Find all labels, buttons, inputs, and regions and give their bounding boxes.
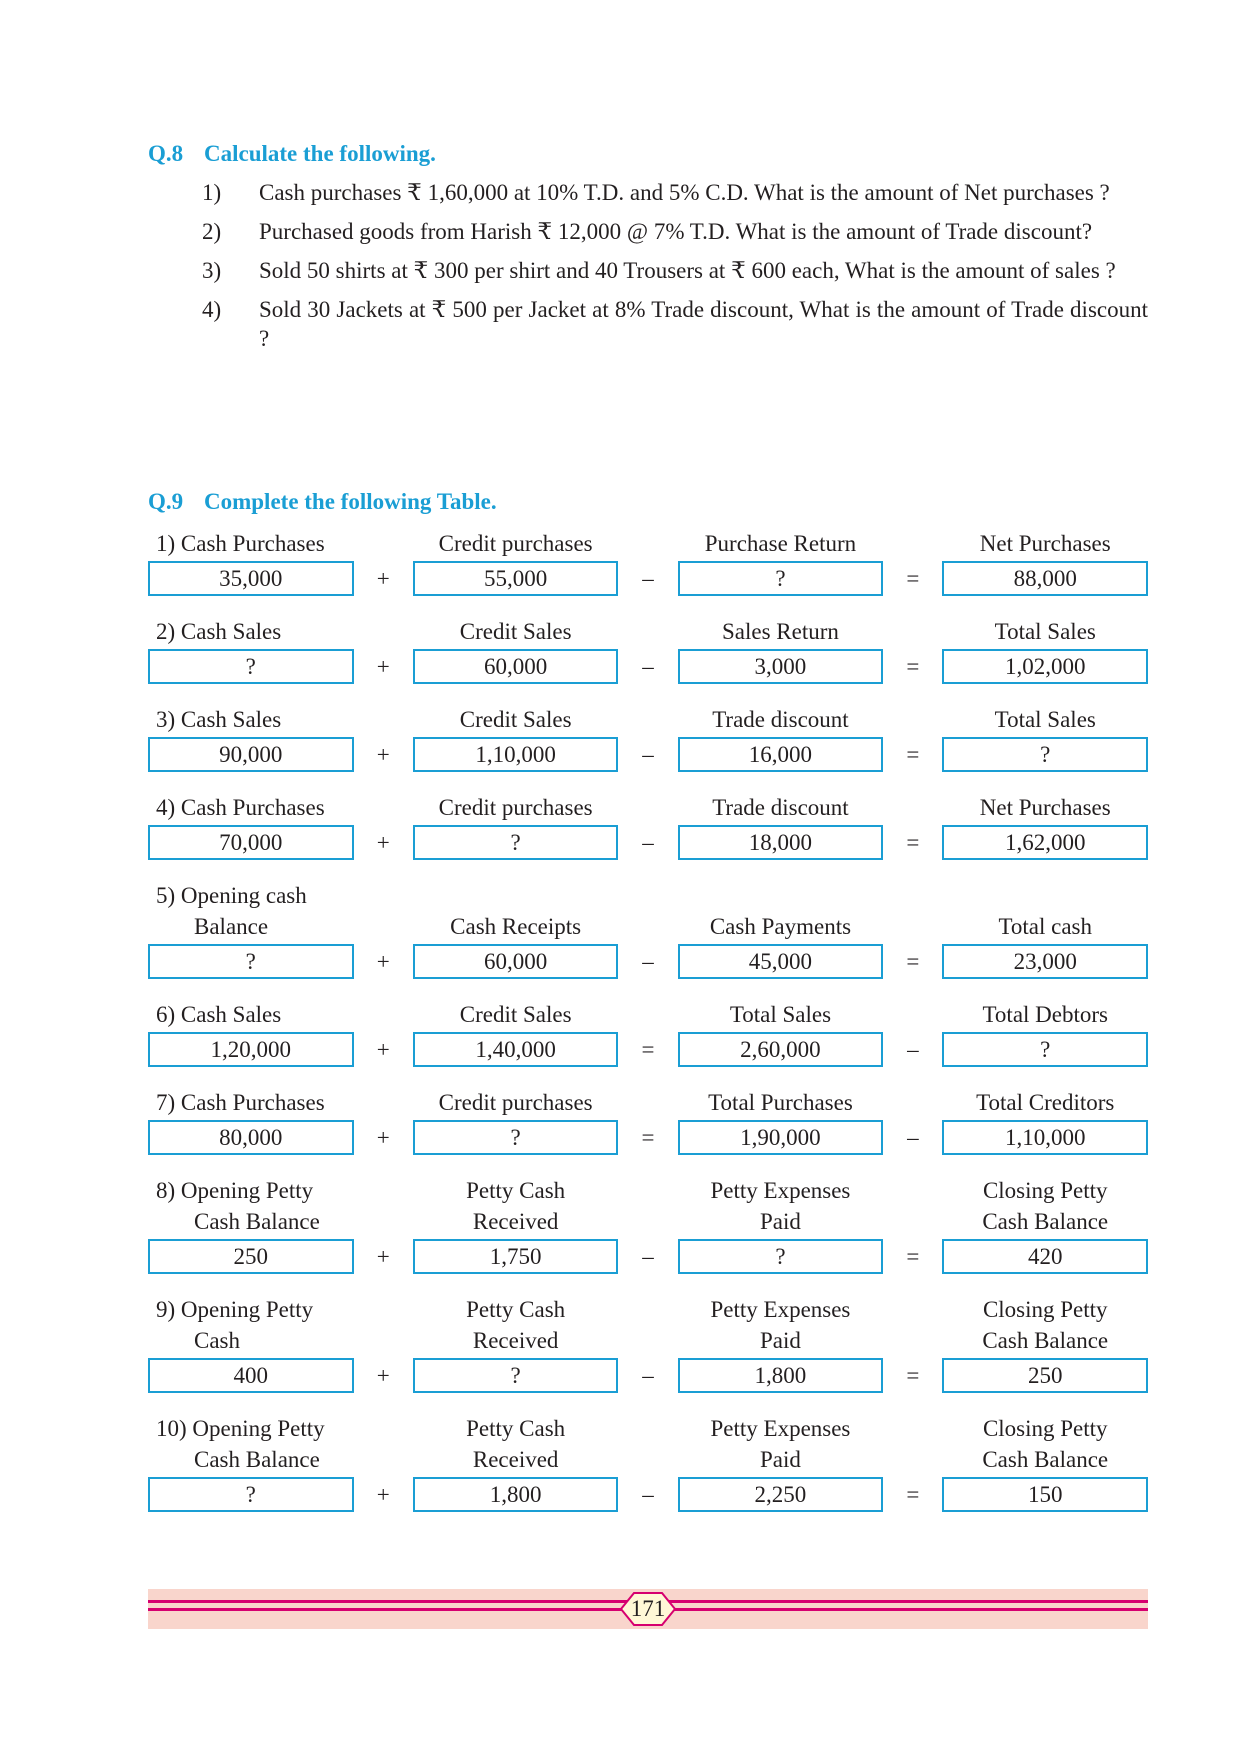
row-number: 2) bbox=[156, 619, 176, 644]
label-text: Cash Purchases bbox=[180, 795, 325, 820]
operator-sign: = bbox=[906, 1362, 920, 1388]
label-text-line2: Cash bbox=[194, 1328, 240, 1353]
label-text: Petty Cash bbox=[466, 1297, 566, 1322]
column-label bbox=[678, 999, 884, 1030]
label-text: Cash Sales bbox=[180, 619, 282, 644]
column-label bbox=[413, 999, 619, 1030]
table-row bbox=[148, 792, 1148, 860]
label-text-line2: Cash Balance bbox=[982, 1447, 1109, 1472]
column-label bbox=[148, 704, 354, 735]
operator-sign: – bbox=[907, 1124, 919, 1150]
value-box: 55,000 bbox=[413, 561, 619, 596]
value-box: 2,60,000 bbox=[678, 1032, 884, 1067]
column-label bbox=[942, 911, 1148, 942]
label-text: Net Purchases bbox=[979, 531, 1111, 556]
label-text: Total Sales bbox=[994, 619, 1096, 644]
column-label bbox=[148, 880, 354, 942]
label-text: Trade discount bbox=[712, 707, 849, 732]
label-text: Credit Sales bbox=[459, 1002, 572, 1027]
column-label bbox=[148, 1413, 354, 1475]
column-label bbox=[148, 999, 354, 1030]
row-number: 4) bbox=[156, 795, 176, 820]
operator-sign: = bbox=[906, 565, 920, 591]
column-label bbox=[678, 616, 884, 647]
value-box: 70,000 bbox=[148, 825, 354, 860]
value-box: ? bbox=[413, 1120, 619, 1155]
column-label bbox=[148, 1175, 354, 1237]
q8-item bbox=[148, 295, 1148, 353]
operator-sign: – bbox=[642, 1481, 654, 1507]
column-label bbox=[413, 792, 619, 823]
q8-number: Q.8 bbox=[148, 141, 184, 166]
label-text: Cash Sales bbox=[180, 707, 282, 732]
label-text-line2: Received bbox=[472, 1328, 559, 1353]
q8-item-text: Sold 50 shirts at ₹ 300 per shirt and 40 Trousers at ₹ 600 each, What is the amount of sales ? bbox=[259, 258, 1116, 283]
row-values bbox=[148, 649, 1148, 684]
operator-sign: – bbox=[642, 653, 654, 679]
column-label bbox=[413, 1175, 619, 1237]
row-number: 3) bbox=[156, 707, 176, 732]
label-text: Total Sales bbox=[994, 707, 1096, 732]
q8-item-text: Cash purchases ₹ 1,60,000 at 10% T.D. and 5% C.D. What is the amount of Net purchases ? bbox=[259, 180, 1110, 205]
label-text-line2: Received bbox=[472, 1447, 559, 1472]
column-label bbox=[942, 704, 1148, 735]
value-box: 1,750 bbox=[413, 1239, 619, 1274]
label-text-line2: Received bbox=[472, 1209, 559, 1234]
row-number: 7) bbox=[156, 1090, 176, 1115]
value-box: 1,62,000 bbox=[942, 825, 1148, 860]
column-label bbox=[413, 911, 619, 942]
label-text: Total Purchases bbox=[708, 1090, 853, 1115]
column-label bbox=[148, 616, 354, 647]
label-text: Net Purchases bbox=[979, 795, 1111, 820]
label-text: Cash Purchases bbox=[180, 531, 325, 556]
value-box: 2,250 bbox=[678, 1477, 884, 1512]
column-label bbox=[413, 1413, 619, 1475]
value-box: 150 bbox=[942, 1477, 1148, 1512]
label-text-line2: Balance bbox=[194, 914, 269, 939]
q9-number: Q.9 bbox=[148, 489, 184, 514]
row-values bbox=[148, 1032, 1148, 1067]
row-number: 9) bbox=[156, 1297, 176, 1322]
column-label bbox=[942, 1294, 1148, 1356]
value-box: 90,000 bbox=[148, 737, 354, 772]
value-box: ? bbox=[413, 825, 619, 860]
column-label bbox=[942, 528, 1148, 559]
q8-item-number: 2) bbox=[202, 219, 222, 244]
operator-sign: – bbox=[642, 565, 654, 591]
row-labels bbox=[148, 792, 1148, 823]
row-values bbox=[148, 1120, 1148, 1155]
label-text-line2: Cash Balance bbox=[194, 1209, 320, 1234]
table-row bbox=[148, 528, 1148, 596]
row-labels bbox=[148, 704, 1148, 735]
label-text: Credit purchases bbox=[438, 531, 593, 556]
table-row bbox=[148, 1413, 1148, 1512]
label-text: Petty Expenses bbox=[710, 1178, 851, 1203]
value-box: 45,000 bbox=[678, 944, 884, 979]
column-label bbox=[678, 528, 884, 559]
column-label bbox=[678, 1294, 884, 1356]
column-label bbox=[148, 528, 354, 559]
value-box: 80,000 bbox=[148, 1120, 354, 1155]
column-label bbox=[942, 1413, 1148, 1475]
value-box: 400 bbox=[148, 1358, 354, 1393]
value-box: 18,000 bbox=[678, 825, 884, 860]
q8-title: Calculate the following. bbox=[204, 141, 436, 166]
value-box: ? bbox=[148, 649, 354, 684]
operator-sign: + bbox=[376, 1362, 390, 1388]
row-labels bbox=[148, 880, 1148, 942]
column-label bbox=[678, 911, 884, 942]
row-labels bbox=[148, 999, 1148, 1030]
operator-sign: – bbox=[642, 948, 654, 974]
column-label bbox=[678, 1087, 884, 1118]
row-labels bbox=[148, 1087, 1148, 1118]
value-box: 1,800 bbox=[413, 1477, 619, 1512]
q9-title: Complete the following Table. bbox=[204, 489, 497, 514]
q8-item-number: 1) bbox=[202, 180, 222, 205]
column-label bbox=[413, 704, 619, 735]
column-label bbox=[148, 792, 354, 823]
label-text: Closing Petty bbox=[982, 1178, 1108, 1203]
row-values bbox=[148, 1358, 1148, 1393]
q8-item-number: 4) bbox=[202, 297, 222, 322]
row-values bbox=[148, 944, 1148, 979]
q9-table bbox=[148, 528, 1148, 1532]
value-box: ? bbox=[678, 561, 884, 596]
label-text: Opening Petty bbox=[180, 1297, 314, 1322]
column-label bbox=[942, 999, 1148, 1030]
column-label bbox=[942, 792, 1148, 823]
operator-sign: – bbox=[642, 741, 654, 767]
row-labels bbox=[148, 1294, 1148, 1356]
value-box: 1,90,000 bbox=[678, 1120, 884, 1155]
label-text: Sales Return bbox=[721, 619, 839, 644]
row-number: 10) bbox=[156, 1416, 187, 1441]
column-label bbox=[678, 1413, 884, 1475]
row-values bbox=[148, 1239, 1148, 1274]
label-text: Total Sales bbox=[729, 1002, 832, 1027]
label-text: Opening Petty bbox=[180, 1178, 314, 1203]
table-row bbox=[148, 880, 1148, 979]
value-box: 250 bbox=[942, 1358, 1148, 1393]
row-values bbox=[148, 561, 1148, 596]
label-text-line2: Paid bbox=[760, 1328, 801, 1353]
label-text: Opening cash bbox=[180, 883, 307, 908]
label-text: Credit Sales bbox=[459, 707, 572, 732]
operator-sign: = bbox=[906, 1243, 920, 1269]
operator-sign: + bbox=[376, 653, 390, 679]
row-labels bbox=[148, 528, 1148, 559]
q8-item bbox=[148, 256, 1148, 285]
value-box: ? bbox=[148, 944, 354, 979]
operator-sign: = bbox=[906, 653, 920, 679]
column-label bbox=[678, 792, 884, 823]
row-number: 1) bbox=[156, 531, 176, 556]
operator-sign: = bbox=[906, 741, 920, 767]
row-number: 8) bbox=[156, 1178, 176, 1203]
q8-item-number: 3) bbox=[202, 258, 222, 283]
label-text: Petty Cash bbox=[466, 1178, 566, 1203]
q8-item-text: Purchased goods from Harish ₹ 12,000 @ 7% T.D. What is the amount of Trade discount? bbox=[259, 219, 1093, 244]
q8-item bbox=[148, 217, 1148, 246]
value-box: 1,40,000 bbox=[413, 1032, 619, 1067]
value-box: 3,000 bbox=[678, 649, 884, 684]
q8-item bbox=[148, 178, 1148, 207]
label-text: Opening Petty bbox=[192, 1416, 325, 1441]
column-label bbox=[678, 1175, 884, 1237]
row-number: 5) bbox=[156, 883, 176, 908]
label-text: Closing Petty bbox=[982, 1297, 1108, 1322]
label-text: Cash Receipts bbox=[450, 914, 582, 939]
value-box: 1,800 bbox=[678, 1358, 884, 1393]
label-text: Cash Sales bbox=[180, 1002, 282, 1027]
operator-sign: – bbox=[642, 1243, 654, 1269]
value-box: 1,10,000 bbox=[942, 1120, 1148, 1155]
table-row bbox=[148, 704, 1148, 772]
column-label bbox=[942, 616, 1148, 647]
value-box: 88,000 bbox=[942, 561, 1148, 596]
operator-sign: + bbox=[376, 1036, 390, 1062]
label-text-line2: Cash Balance bbox=[982, 1328, 1109, 1353]
row-labels bbox=[148, 616, 1148, 647]
value-box: 16,000 bbox=[678, 737, 884, 772]
column-label bbox=[148, 1294, 354, 1356]
table-row bbox=[148, 1294, 1148, 1393]
value-box: ? bbox=[942, 737, 1148, 772]
label-text: Credit purchases bbox=[438, 1090, 593, 1115]
operator-sign: + bbox=[376, 741, 390, 767]
operator-sign: + bbox=[376, 948, 390, 974]
operator-sign: = bbox=[641, 1036, 655, 1062]
label-text: Trade discount bbox=[712, 795, 849, 820]
label-text: Cash Payments bbox=[709, 914, 852, 939]
operator-sign: + bbox=[376, 565, 390, 591]
value-box: ? bbox=[413, 1358, 619, 1393]
q9-heading bbox=[148, 489, 497, 515]
label-text: Total Creditors bbox=[976, 1090, 1115, 1115]
page-number: 171 bbox=[630, 1596, 666, 1621]
table-row bbox=[148, 1175, 1148, 1274]
value-box: ? bbox=[678, 1239, 884, 1274]
row-labels bbox=[148, 1413, 1148, 1475]
column-label bbox=[413, 1087, 619, 1118]
label-text: Total Debtors bbox=[982, 1002, 1108, 1027]
operator-sign: + bbox=[376, 829, 390, 855]
value-box: 23,000 bbox=[942, 944, 1148, 979]
label-text: Petty Expenses bbox=[710, 1297, 851, 1322]
column-label bbox=[413, 528, 619, 559]
page-footer bbox=[148, 1589, 1148, 1629]
label-text: Credit Sales bbox=[459, 619, 572, 644]
operator-sign: = bbox=[906, 829, 920, 855]
operator-sign: – bbox=[642, 829, 654, 855]
table-row bbox=[148, 1087, 1148, 1155]
value-box: 60,000 bbox=[413, 944, 619, 979]
column-label bbox=[678, 704, 884, 735]
row-values bbox=[148, 737, 1148, 772]
value-box: ? bbox=[942, 1032, 1148, 1067]
label-text: Closing Petty bbox=[982, 1416, 1108, 1441]
value-box: 35,000 bbox=[148, 561, 354, 596]
row-labels bbox=[148, 1175, 1148, 1237]
label-text-line2: Paid bbox=[760, 1209, 801, 1234]
column-label bbox=[942, 1175, 1148, 1237]
label-text: Total cash bbox=[998, 914, 1093, 939]
label-text: Purchase Return bbox=[704, 531, 857, 556]
label-text: Petty Expenses bbox=[710, 1416, 851, 1441]
operator-sign: = bbox=[641, 1124, 655, 1150]
label-text: Credit purchases bbox=[438, 795, 593, 820]
operator-sign: – bbox=[907, 1036, 919, 1062]
value-box: 250 bbox=[148, 1239, 354, 1274]
label-text-line2: Paid bbox=[760, 1447, 801, 1472]
column-label bbox=[413, 616, 619, 647]
value-box: 1,02,000 bbox=[942, 649, 1148, 684]
value-box: 60,000 bbox=[413, 649, 619, 684]
label-text: Cash Purchases bbox=[180, 1090, 325, 1115]
label-text: Petty Cash bbox=[466, 1416, 566, 1441]
operator-sign: = bbox=[906, 1481, 920, 1507]
value-box: 1,10,000 bbox=[413, 737, 619, 772]
operator-sign: = bbox=[906, 948, 920, 974]
operator-sign: + bbox=[376, 1124, 390, 1150]
value-box: 420 bbox=[942, 1239, 1148, 1274]
row-values bbox=[148, 825, 1148, 860]
row-values bbox=[148, 1477, 1148, 1512]
table-row bbox=[148, 616, 1148, 684]
q8-item-text: Sold 30 Jackets at ₹ 500 per Jacket at 8% Trade discount, What is the amount of Trade discount ? bbox=[259, 297, 1148, 351]
column-label bbox=[413, 1294, 619, 1356]
operator-sign: + bbox=[376, 1481, 390, 1507]
value-box: 1,20,000 bbox=[148, 1032, 354, 1067]
operator-sign: – bbox=[642, 1362, 654, 1388]
label-text-line2: Cash Balance bbox=[982, 1209, 1109, 1234]
row-number: 6) bbox=[156, 1002, 176, 1027]
q8-list bbox=[148, 178, 1148, 363]
q8-heading bbox=[148, 141, 436, 167]
operator-sign: + bbox=[376, 1243, 390, 1269]
table-row bbox=[148, 999, 1148, 1067]
column-label bbox=[148, 1087, 354, 1118]
label-text-line2: Cash Balance bbox=[194, 1447, 320, 1472]
value-box: ? bbox=[148, 1477, 354, 1512]
column-label bbox=[942, 1087, 1148, 1118]
